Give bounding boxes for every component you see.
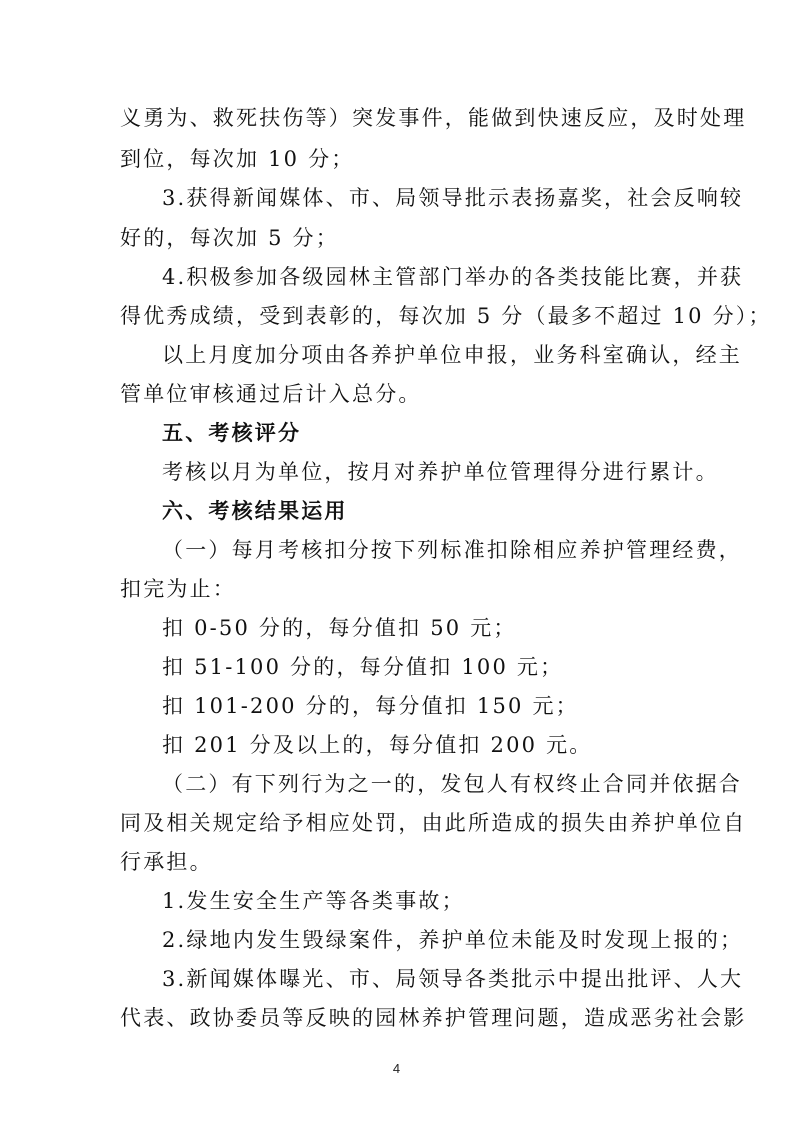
paragraph-start: 以上月度加分项由各养护单位申报，业务科室确认，经主 [162, 343, 742, 367]
deduction-tier-1: 扣 0-50 分的，每分值扣 50 元； [162, 616, 517, 640]
list-item-2: 2.绿地内发生毁绿案件，养护单位未能及时发现上报的； [162, 928, 744, 952]
subsection-1: （一）每月考核扣分按下列标准扣除相应养护管理经费， [162, 538, 742, 562]
body-text-line: 行承担。 [120, 850, 213, 874]
list-item-4: 4.积极参加各级园林主管部门举办的各类技能比赛，并获 [162, 265, 744, 289]
body-text-line: 到位，每次加 10 分； [120, 147, 355, 171]
body-text-line: 同及相关规定给予相应处罚，由此所造成的损失由养护单位自 [120, 811, 747, 835]
subsection-2: （二）有下列行为之一的，发包人有权终止合同并依据合 [162, 772, 742, 796]
body-text-line: 扣完为止： [120, 577, 236, 601]
deduction-tier-2: 扣 51-100 分的，每分值扣 100 元； [162, 655, 564, 679]
body-text-line: 得优秀成绩，受到表彰的，每次加 5 分（最多不超过 10 分）； [120, 304, 772, 328]
body-text-line: 代表、政协委员等反映的园林养护管理问题，造成恶劣社会影 [120, 1006, 747, 1030]
deduction-tier-3: 扣 101-200 分的，每分值扣 150 元； [162, 694, 579, 718]
section-heading-5: 五、考核评分 [162, 420, 302, 445]
list-item-3: 3.获得新闻媒体、市、局领导批示表扬嘉奖，社会反响较 [162, 186, 744, 210]
page-number: 4 [392, 1061, 401, 1076]
list-item-1: 1.发生安全生产等各类事故； [162, 889, 465, 913]
list-item-3: 3.新闻媒体曝光、市、局领导各类批示中提出批评、人大 [162, 967, 744, 991]
body-text-line: 好的，每次加 5 分； [120, 226, 339, 250]
section-heading-6: 六、考核结果运用 [162, 498, 348, 523]
body-text-line: 义勇为、救死扶伤等）突发事件，能做到快速反应，及时处理 [120, 106, 747, 130]
paragraph-start: 考核以月为单位，按月对养护单位管理得分进行累计。 [162, 460, 719, 484]
deduction-tier-4: 扣 201 分及以上的，每分值扣 200 元。 [162, 733, 593, 757]
body-text-line: 管单位审核通过后计入总分。 [120, 382, 422, 406]
